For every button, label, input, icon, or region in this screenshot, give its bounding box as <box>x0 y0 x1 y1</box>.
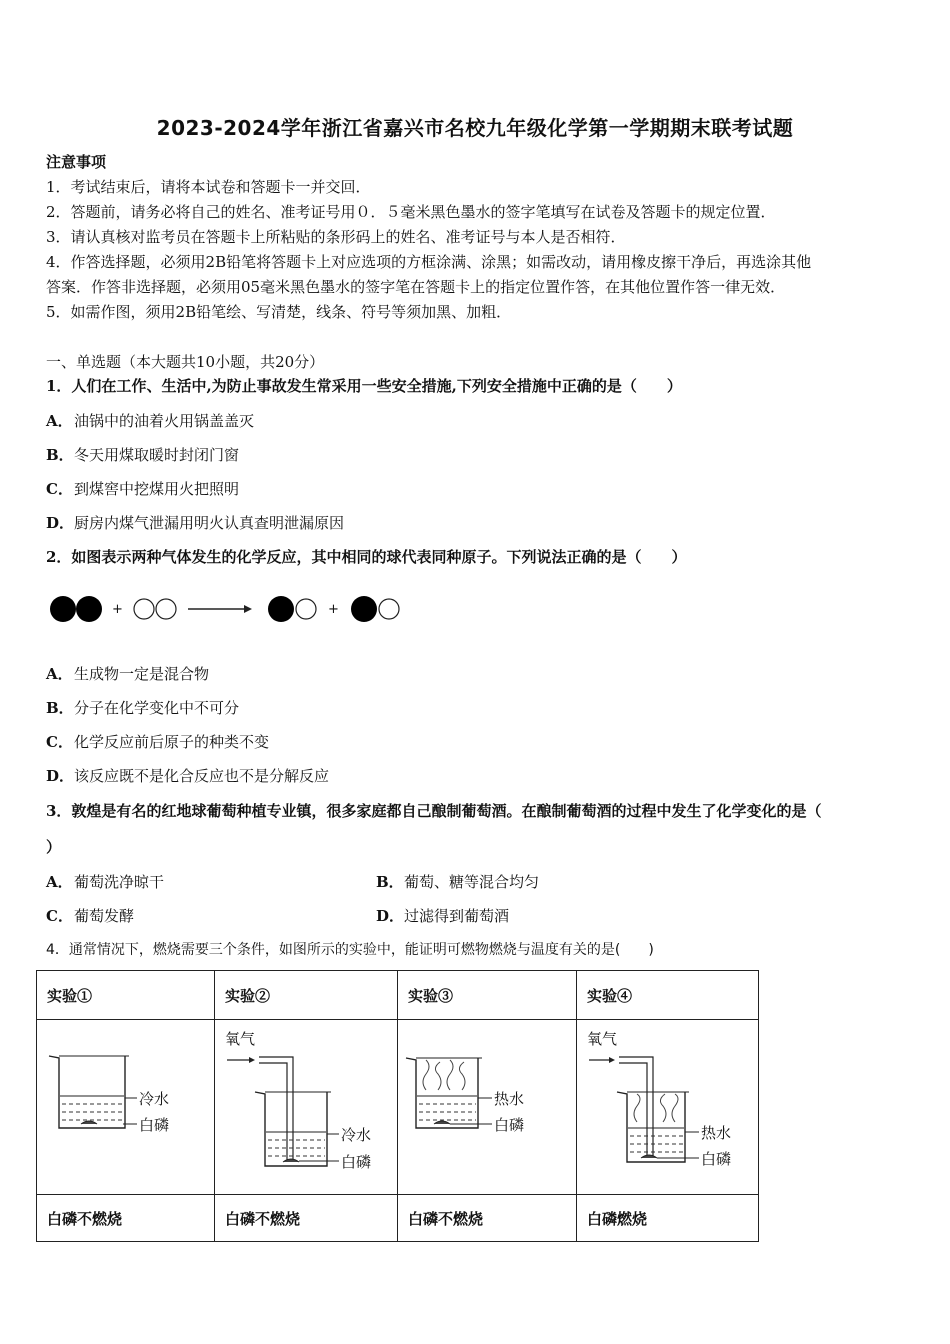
header-exp-2: 实验② <box>215 971 398 1020</box>
table-result-row <box>37 1195 759 1242</box>
q3-option-a-label: A． <box>46 873 73 891</box>
result-exp-2: 白磷不燃烧 <box>215 1195 398 1242</box>
reaction-arrow <box>188 605 252 613</box>
beaker-cold-water <box>37 1020 214 1194</box>
plus-sign-2: + <box>328 602 339 617</box>
q3-stem-end: ） <box>46 838 62 856</box>
experiment-table <box>36 970 759 1242</box>
notice-item-4-cont: 答案．作答非选择题，必须用05毫米黑色墨水的签字笔在答题卡上的指定位置作答，在其他位置作答一律无效． <box>46 278 786 296</box>
q3-option-b-text: 葡萄、糖等混合均匀 <box>404 873 540 891</box>
reactant-molecule-white <box>134 599 176 619</box>
plus-sign-1: + <box>112 602 123 617</box>
q1-option-a-text: 油锅中的油着火用锅盖盖灭 <box>74 412 255 430</box>
label-oxygen-2: 氧气 <box>225 1030 256 1048</box>
label-white-phosphorus-4: 白磷 <box>701 1150 732 1168</box>
q2-option-d <box>46 766 329 786</box>
q3-option-c-text: 葡萄发酵 <box>74 907 135 925</box>
q2-option-a <box>46 664 209 684</box>
q1-option-d-label: D． <box>46 514 75 532</box>
q3-option-d-text: 过滤得到葡萄酒 <box>404 907 510 925</box>
q2-option-c-text: 化学反应前后原子的种类不变 <box>74 733 270 751</box>
label-cold-water-2: 冷水 <box>341 1126 372 1144</box>
label-white-phosphorus-2: 白磷 <box>341 1153 372 1171</box>
q2-option-c <box>46 732 269 752</box>
q1-option-a <box>46 411 254 431</box>
q2-option-a-text: 生成物一定是混合物 <box>74 665 210 683</box>
figure-exp-4 <box>577 1020 759 1195</box>
q2-option-b-label: B． <box>46 699 74 717</box>
notice-item-1: 1．考试结束后，请将本试卷和答题卡一并交回． <box>46 178 371 196</box>
q1-option-d-text: 厨房内煤气泄漏用明火认真查明泄漏原因 <box>74 514 345 532</box>
figure-exp-3 <box>398 1020 577 1195</box>
section-heading: 一、单选题（本大题共10小题，共20分） <box>46 353 325 371</box>
q3-option-c-label: C． <box>46 907 73 925</box>
label-white-phosphorus-3: 白磷 <box>494 1116 525 1134</box>
q1-option-b-label: B． <box>46 446 74 464</box>
figure-exp-1 <box>37 1020 215 1195</box>
q1-option-c-label: C． <box>46 480 73 498</box>
q1-option-a-label: A． <box>46 412 73 430</box>
notice-item-4: 4．作答选择题，必须用2B铅笔将答题卡上对应选项的方框涂满、涂黑；如需改动，请用橡皮擦干净后，再选涂其他 <box>46 253 812 271</box>
q2-option-d-label: D． <box>46 767 75 785</box>
q1-option-c-text: 到煤窖中挖煤用火把照明 <box>74 480 240 498</box>
reactant-molecule-black <box>50 596 102 622</box>
q1-option-b-text: 冬天用煤取暖时封闭门窗 <box>74 446 240 464</box>
q2-option-d-text: 该反应既不是化合反应也不是分解反应 <box>74 767 330 785</box>
q2-option-b <box>46 698 239 718</box>
label-hot-water-4: 热水 <box>701 1124 732 1142</box>
q3-option-b <box>376 872 539 892</box>
q1-option-d <box>46 513 344 533</box>
result-exp-4: 白磷燃烧 <box>577 1195 759 1242</box>
label-cold-water-1: 冷水 <box>139 1090 170 1108</box>
q2-option-c-label: C． <box>46 733 73 751</box>
header-exp-1: 实验① <box>37 971 215 1020</box>
q1-option-b <box>46 445 239 465</box>
q3-option-d-label: D． <box>376 907 405 925</box>
q3-stem: 3．敦煌是有名的红地球葡萄种植专业镇，很多家庭都自己酿制葡萄酒。在酿制葡萄酒的过程中发生了化学变化的是（ <box>46 802 822 820</box>
label-oxygen-4: 氧气 <box>587 1030 618 1048</box>
header-exp-4: 实验④ <box>577 971 759 1020</box>
notice-item-2: 2．答题前，请务必将自己的姓名、准考证号用０．５毫米黑色墨水的签字笔填写在试卷及答题卡的规定位置． <box>46 203 776 221</box>
q3-option-d <box>376 906 509 926</box>
notice-heading: 注意事项 <box>46 153 107 171</box>
beaker-hot-water-oxygen <box>577 1020 758 1194</box>
q2-option-a-label: A． <box>46 665 73 683</box>
notice-item-5: 5．如需作图，须用2B铅笔绘、写清楚，线条、符号等须加黑、加粗． <box>46 303 512 321</box>
table-header-row <box>37 971 759 1020</box>
q2-option-b-text: 分子在化学变化中不可分 <box>74 699 240 717</box>
table-figure-row <box>37 1020 759 1195</box>
product-molecule-2 <box>351 596 399 622</box>
notice-item-3: 3．请认真核对监考员在答题卡上所粘贴的条形码上的姓名、准考证号与本人是否相符． <box>46 228 626 246</box>
beaker-cold-water-oxygen <box>215 1020 397 1194</box>
beaker-hot-water <box>398 1020 576 1194</box>
reaction-diagram <box>44 588 414 632</box>
q4-stem: 4．通常情况下，燃烧需要三个条件，如图所示的实验中，能证明可燃物燃烧与温度有关的是( ) <box>46 942 654 958</box>
q3-option-c <box>46 906 134 926</box>
header-exp-3: 实验③ <box>398 971 577 1020</box>
label-hot-water-3: 热水 <box>494 1090 525 1108</box>
q3-option-b-label: B． <box>376 873 404 891</box>
steam-icon <box>423 1060 465 1090</box>
q1-option-c <box>46 479 239 499</box>
q2-stem: 2．如图表示两种气体发生的化学反应，其中相同的球代表同种原子。下列说法正确的是（ ） <box>46 548 687 566</box>
label-white-phosphorus-1: 白磷 <box>139 1116 170 1134</box>
figure-exp-2 <box>215 1020 398 1195</box>
page-title: 2023-2024学年浙江省嘉兴市名校九年级化学第一学期期末联考试题 <box>156 116 794 140</box>
steam-icon <box>634 1094 678 1122</box>
q1-stem: 1．人们在工作、生活中,为防止事故发生常采用一些安全措施,下列安全措施中正确的是（ ） <box>46 377 682 395</box>
q3-option-a <box>46 872 164 892</box>
result-exp-3: 白磷不燃烧 <box>398 1195 577 1242</box>
q3-option-a-text: 葡萄洗净晾干 <box>74 873 165 891</box>
product-molecule-1 <box>268 596 316 622</box>
result-exp-1: 白磷不燃烧 <box>37 1195 215 1242</box>
